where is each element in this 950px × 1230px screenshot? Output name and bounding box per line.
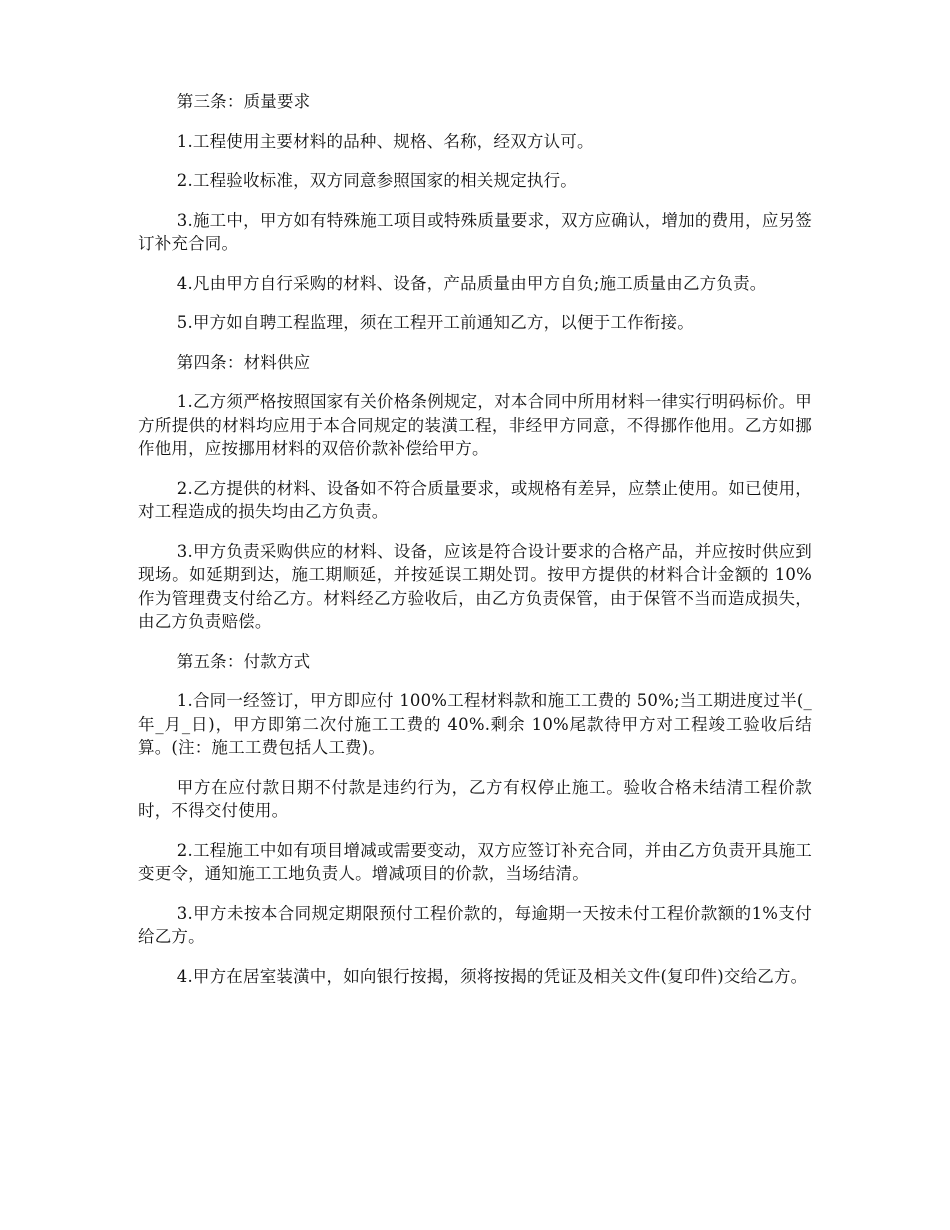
document-body [138, 90, 812, 1004]
section-heading-3: 第三条：质量要求 [176, 92, 311, 111]
section-heading-5: 第五条：付款方式 [176, 651, 311, 671]
paragraph: 2.工程施工中如有项目增减或需要变动，双方应签订补充合同，并由乙方负责开具施工变更令，通知施工工地负责人。增减项目的价款，当场结清。 [138, 840, 812, 883]
paragraph: 甲方在应付款日期不付款是违约行为，乙方有权停止施工。验收合格未结清工程价款时，不得交付使用。 [138, 777, 812, 820]
paragraph: 1.工程使用主要材料的品种、规格、名称，经双方认可。 [176, 131, 594, 151]
paragraph: 2.乙方提供的材料、设备如不符合质量要求，或规格有差异，应禁止使用。如已使用，对工程造成的损失均由乙方负责。 [138, 478, 812, 521]
paragraph: 3.施工中，甲方如有特殊施工项目或特殊质量要求，双方应确认，增加的费用，应另签订补充合同。 [138, 210, 812, 253]
section-heading-4: 第四条：材料供应 [176, 352, 311, 372]
paragraph: 4.甲方在居室装潢中，如向银行按揭，须将按揭的凭证及相关文件(复印件)交给乙方。 [176, 966, 808, 986]
paragraph: 3.甲方未按本合同规定期限预付工程价款的，每逾期一天按未付工程价款额的1%支付给乙方。 [138, 903, 812, 946]
paragraph: 2.工程验收标准，双方同意参照国家的相关规定执行。 [176, 171, 578, 190]
paragraph: 1.乙方须严格按照国家有关价格条例规定，对本合同中所用材料一律实行明码标价。甲方所提供的材料均应用于本合同规定的装潢工程，非经甲方同意，不得挪作他用。乙方如挪作他用，应按挪用材料的双倍价款补偿给甲方。 [138, 392, 812, 458]
paragraph: 1.合同一经签订，甲方即应付 100%工程材料款和施工工费的 50%;当工期进度过半(_年_月_日)，甲方即第二次付施工工费的 40%.剩余 10%尾款待甲方对工程竣工验收后结算。(注：施工工费包括人工费)。 [138, 691, 812, 757]
paragraph: 5.甲方如自聘工程监理，须在工程开工前通知乙方，以便于工作衔接。 [176, 313, 694, 332]
paragraph: 4.凡由甲方自行采购的材料、设备，产品质量由甲方自负;施工质量由乙方负责。 [176, 273, 767, 293]
paragraph: 3.甲方负责采购供应的材料、设备，应该是符合设计要求的合格产品，并应按时供应到现场。如延期到达，施工期顺延，并按延误工期处罚。按甲方提供的材料合计金额的 10%作为管理费支付给乙方。材料经乙方验收后，由乙方负责保管，由于保管不当而造成损失，由乙方负责赔偿。 [138, 541, 812, 631]
